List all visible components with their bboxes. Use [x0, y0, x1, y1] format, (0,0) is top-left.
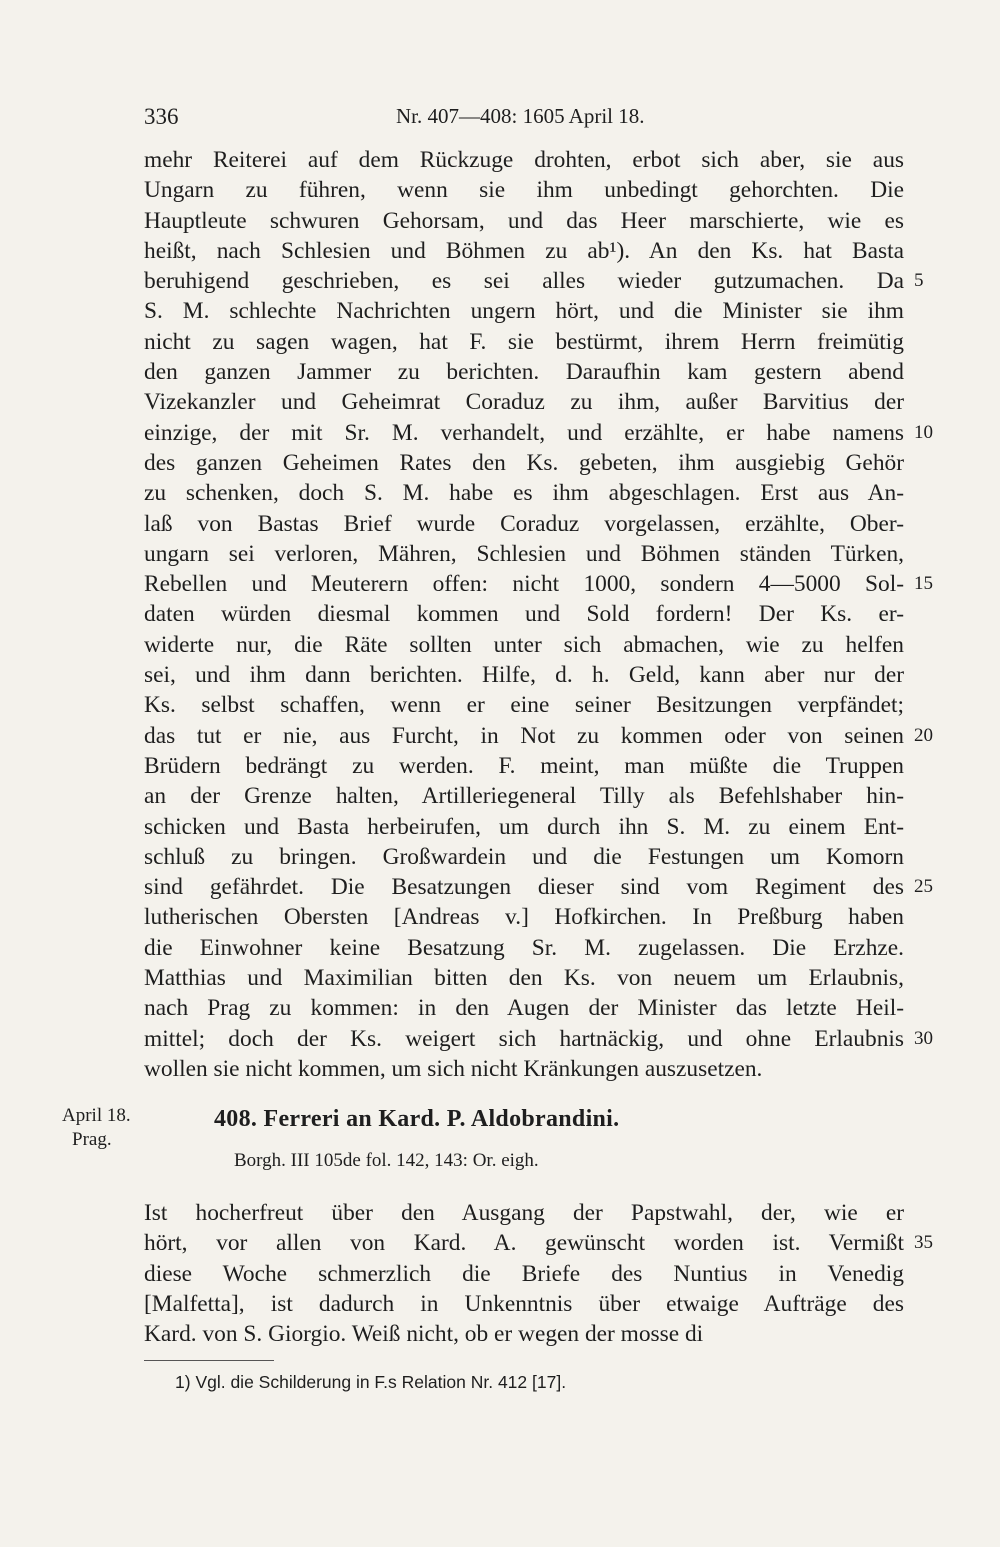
text-line-content: Brüdern bedrängt zu werden. F. meint, man müßte die Truppen [144, 752, 904, 779]
text-line-content: daten würden diesmal kommen und Sold fordern! Der Ks. er- [144, 601, 904, 628]
text-line [144, 569, 933, 599]
text-line-content: den ganzen Jammer zu berichten. Daraufhin kam gestern abend [144, 359, 904, 386]
text-line [144, 418, 933, 448]
text-line [144, 1289, 904, 1319]
line-number: 5 [914, 270, 924, 292]
line-number: 15 [914, 573, 933, 595]
text-line-content: heißt, nach Schlesien und Böhmen zu ab¹). An den Ks. hat Basta [144, 237, 904, 264]
text-line-content: lutherischen Obersten [Andreas v.] Hofkirchen. In Preßburg haben [144, 904, 904, 931]
text-line [144, 327, 904, 357]
text-line-content: sei, und ihm dann berichten. Hilfe, d. h. Geld, kann aber nur der [144, 662, 904, 689]
text-line-content: Ist hocherfreut über den Ausgang der Papstwahl, der, wie er [144, 1200, 904, 1226]
text-line-content: Hauptleute schwuren Gehorsam, und das Heer marschierte, wie es [144, 207, 904, 234]
text-line-content: hört, vor allen von Kard. A. gewünscht worden ist. Vermißt [144, 1230, 904, 1257]
letter-text-block [144, 1198, 933, 1349]
text-line [144, 448, 904, 478]
text-line-content: S. M. schlechte Nachrichten ungern hört, und die Minister sie ihm [144, 298, 904, 325]
document-heading [214, 1106, 854, 1133]
text-line-content: Rebellen und Meuterern offen: nicht 1000, sondern 4—5000 Sol- [144, 571, 904, 598]
footnote-text: Vgl. die Schilderung in F.s Relation Nr. 412 [17]. [195, 1372, 567, 1392]
text-line [144, 842, 904, 872]
text-line-content: schluß zu bringen. Großwardein und die Festungen um Komorn [144, 843, 904, 870]
page-header [144, 104, 904, 134]
text-line-content: sind gefährdet. Die Besatzungen dieser sind vom Regiment des [144, 874, 904, 901]
text-line [144, 902, 904, 932]
text-line [144, 963, 904, 993]
text-line [144, 812, 904, 842]
footnote [175, 1372, 875, 1393]
text-line [144, 1319, 904, 1349]
text-line [144, 993, 904, 1023]
text-line [144, 660, 904, 690]
document-title: Ferreri an Kard. P. Aldobrandini. [263, 1106, 620, 1132]
text-line [144, 1228, 933, 1258]
main-text-block [144, 145, 933, 1084]
text-line [144, 751, 904, 781]
document-number: 408. [214, 1106, 258, 1132]
running-title: Nr. 407—408: 1605 April 18. [396, 104, 645, 128]
line-number: 35 [914, 1232, 933, 1254]
line-number: 20 [914, 724, 933, 746]
text-line-content: des ganzen Geheimen Rates den Ks. gebeten, ihm ausgiebig Gehör [144, 449, 904, 476]
text-line [144, 296, 904, 326]
text-line-content: Matthias und Maximilian bitten den Ks. von neuem um Erlaubnis, [144, 965, 904, 992]
text-line [144, 781, 904, 811]
line-number: 25 [914, 876, 933, 898]
text-line [144, 872, 933, 902]
text-line [144, 266, 924, 296]
margin-date-line: April 18. [62, 1105, 131, 1126]
text-line [144, 509, 904, 539]
text-line [144, 357, 904, 387]
text-line [144, 478, 904, 508]
text-line-content: diese Woche schmerzlich die Briefe des Nuntius in Venedig [144, 1260, 904, 1287]
text-line [144, 236, 904, 266]
text-line-content: Ungarn zu führen, wenn sie ihm unbedingt gehorchten. Die [144, 177, 904, 204]
margin-place-line: Prag. [72, 1129, 112, 1150]
text-line-content: nach Prag zu kommen: in den Augen der Minister das letzte Heil- [144, 995, 904, 1022]
text-line-content: Vizekanzler und Geheimrat Coraduz zu ihm, außer Barvitius der [144, 389, 904, 416]
line-number: 30 [914, 1027, 933, 1049]
page-number: 336 [144, 104, 179, 129]
text-line [144, 599, 904, 629]
text-line-content: zu schenken, doch S. M. habe es ihm abgeschlagen. Erst aus An- [144, 480, 904, 507]
footnote-divider [144, 1360, 274, 1361]
text-line-content: schicken und Basta herbeirufen, um durch ihn S. M. zu einem Ent- [144, 813, 904, 840]
document-source: Borgh. III 105de fol. 142, 143: Or. eigh. [234, 1150, 539, 1171]
text-line-content: beruhigend geschrieben, es sei alles wieder gutzumachen. Da [144, 268, 904, 295]
text-line [144, 1198, 904, 1228]
text-line [144, 1054, 904, 1084]
text-line [144, 690, 904, 720]
line-number: 10 [914, 421, 933, 443]
text-line [144, 206, 904, 236]
text-line-content: Ks. selbst schaffen, wenn er eine seiner Besitzungen verpfändet; [144, 692, 904, 719]
text-line-content: an der Grenze halten, Artilleriegeneral Tilly als Befehlshaber hin- [144, 783, 904, 810]
text-line [144, 1024, 933, 1054]
text-line-content: mehr Reiterei auf dem Rückzuge drohten, erbot sich aber, sie aus [144, 147, 904, 173]
text-line [144, 175, 904, 205]
text-line-content: das tut er nie, aus Furcht, in Not zu kommen oder von seinen [144, 722, 904, 749]
text-line-content: laß von Bastas Brief wurde Coraduz vorgelassen, erzählte, Ober- [144, 510, 904, 537]
text-line-content: einzige, der mit Sr. M. verhandelt, und erzählte, er habe namens [144, 419, 904, 446]
margin-date [62, 1104, 142, 1152]
text-line [144, 145, 904, 175]
text-line-content: wollen sie nicht kommen, um sich nicht Kränkungen auszusetzen. [144, 1055, 763, 1082]
text-line [144, 539, 904, 569]
text-line-content: [Malfetta], ist dadurch in Unkenntnis über etwaige Aufträge des [144, 1290, 904, 1317]
text-line-content: nicht zu sagen wagen, hat F. sie bestürmt, ihrem Herrn freimütig [144, 328, 904, 355]
text-line-content: mittel; doch der Ks. weigert sich hartnäckig, und ohne Erlaubnis [144, 1025, 904, 1052]
text-line-content: die Einwohner keine Besatzung Sr. M. zugelassen. Die Erzhze. [144, 934, 904, 961]
text-line [144, 933, 904, 963]
text-line [144, 387, 904, 417]
text-line [144, 1259, 904, 1289]
text-line-content: widerte nur, die Räte sollten unter sich abmachen, wie zu helfen [144, 631, 904, 658]
footnote-marker: 1) [175, 1372, 191, 1392]
text-line-content: ungarn sei verloren, Mähren, Schlesien und Böhmen ständen Türken, [144, 540, 904, 567]
text-line [144, 630, 904, 660]
text-line [144, 721, 933, 751]
text-line-content: Kard. von S. Giorgio. Weiß nicht, ob er wegen der mosse di [144, 1321, 704, 1348]
